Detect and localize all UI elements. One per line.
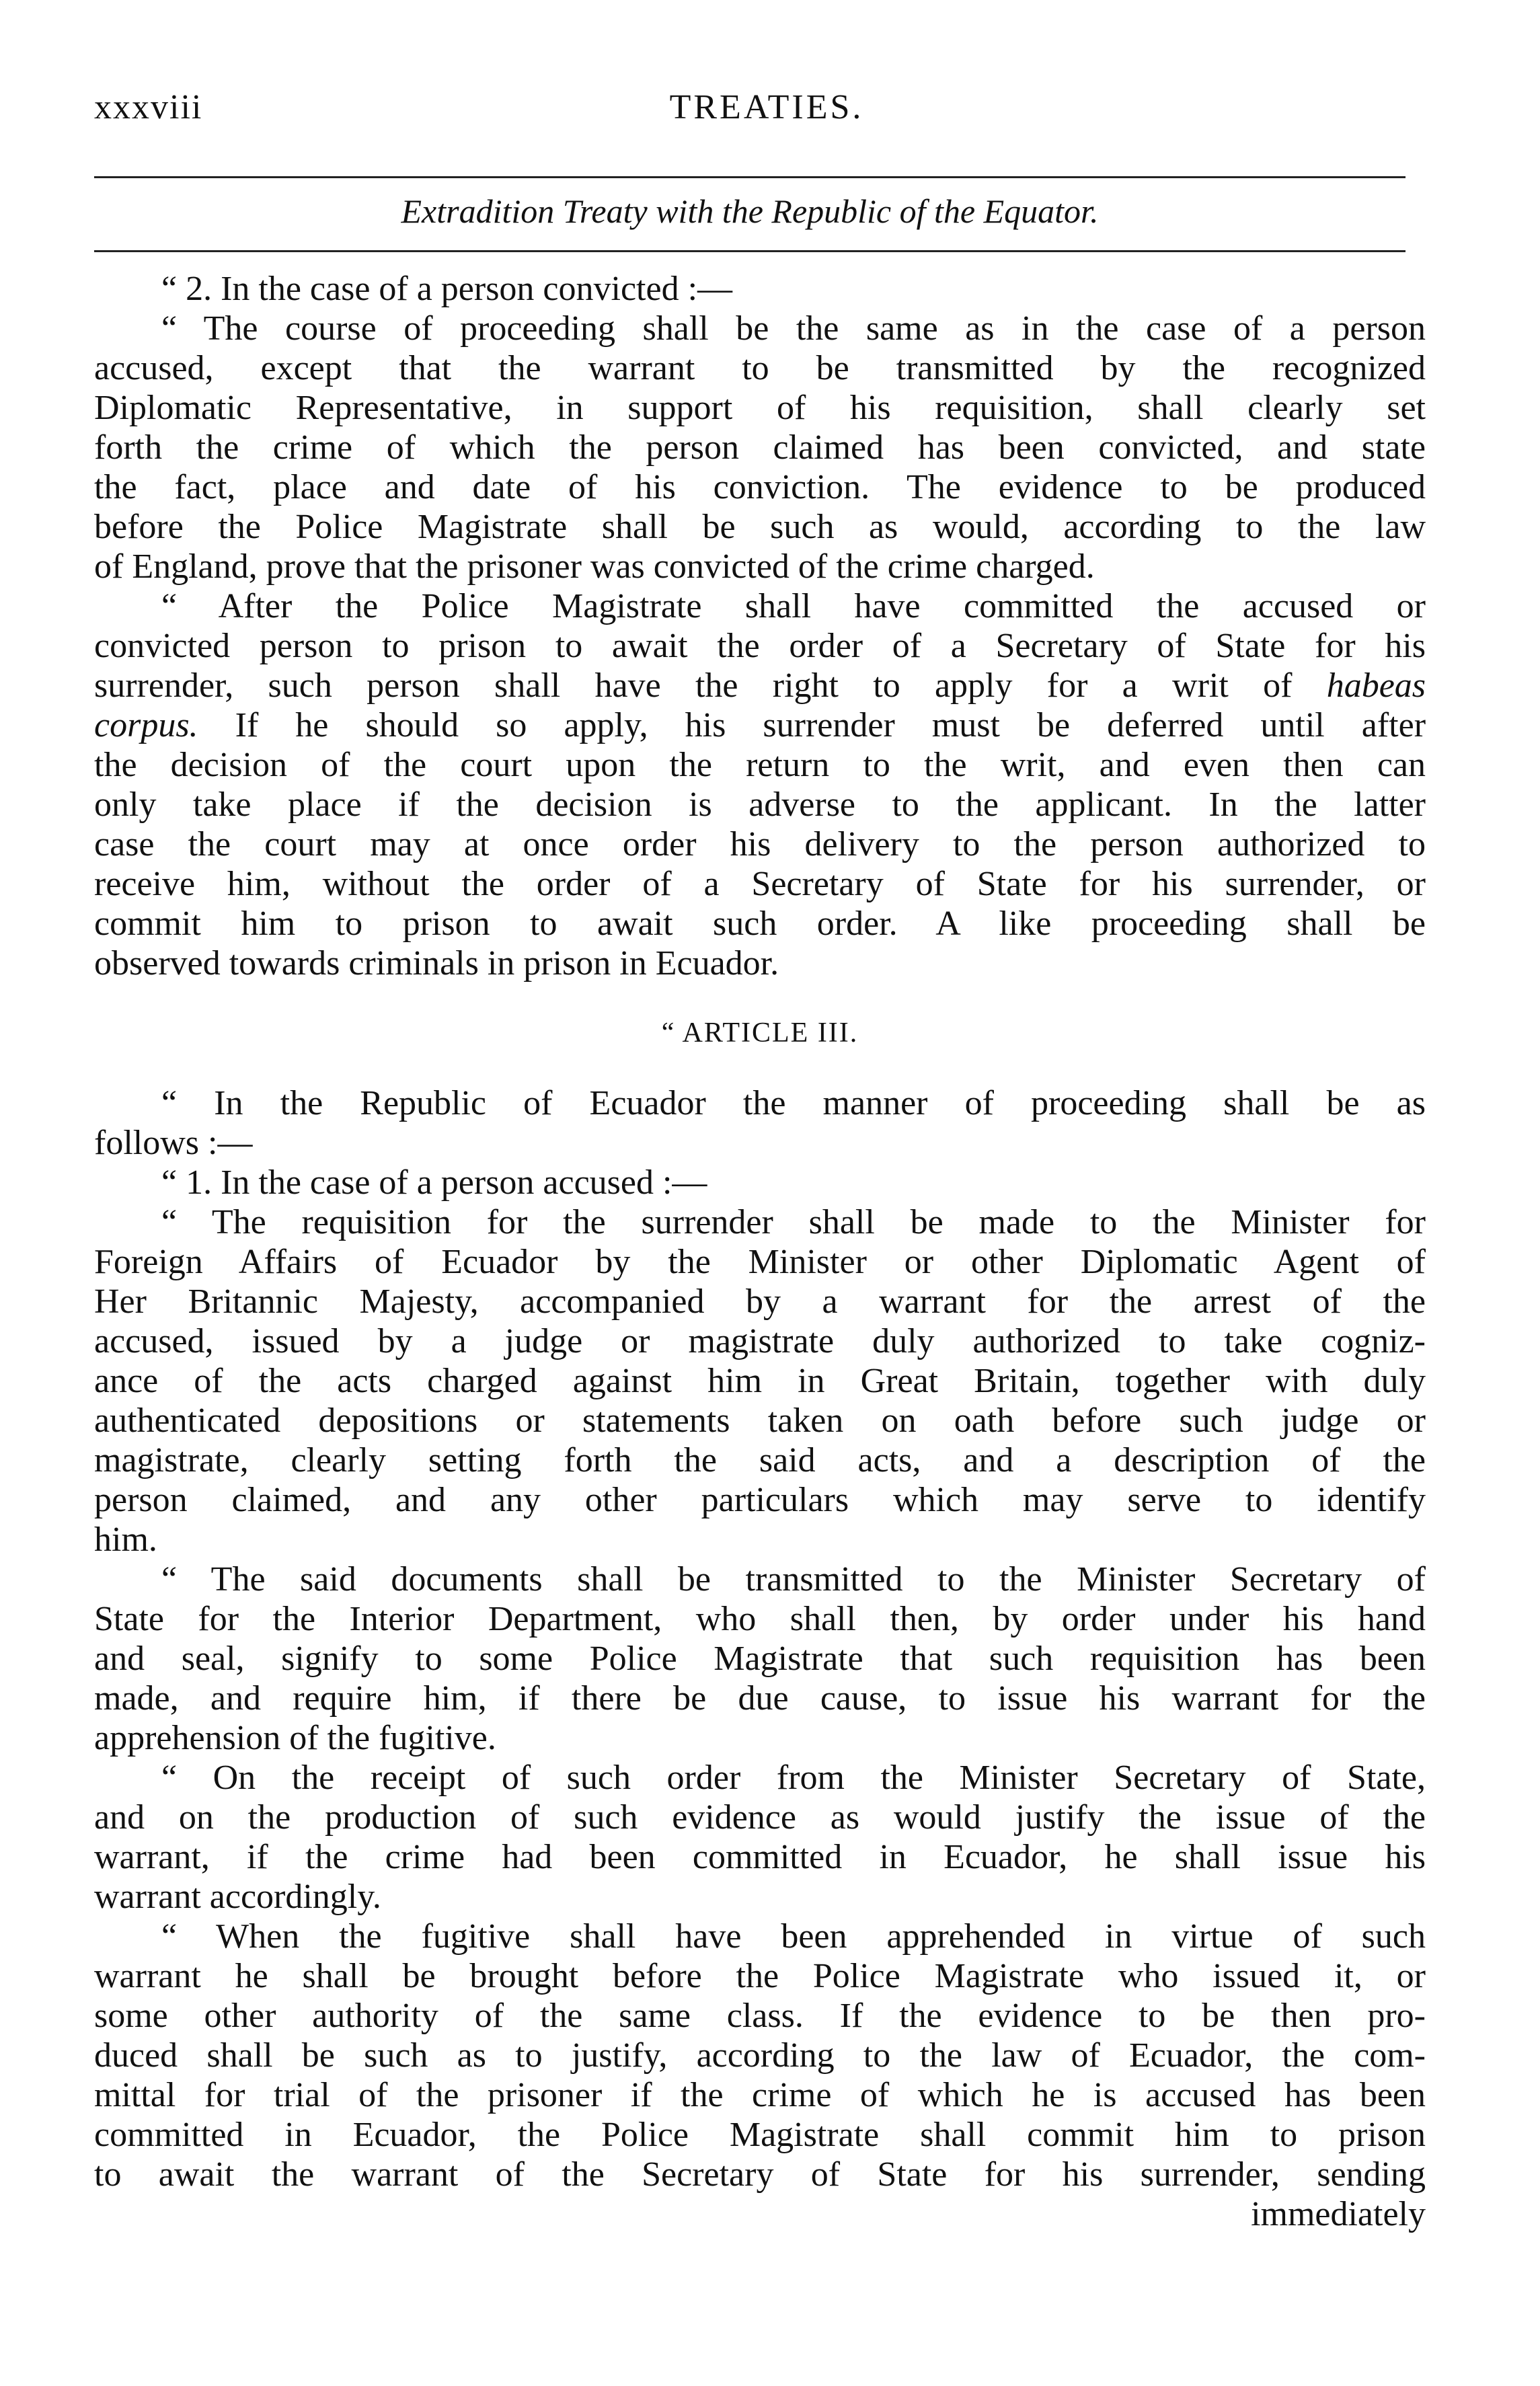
text-line: commit him to prison to await such order. A like proceeding shall be: [94, 905, 1426, 943]
text-line: “ In the Republic of Ecuador the manner of proceeding shall be as: [161, 1084, 1426, 1122]
italic-term: habeas: [1326, 666, 1426, 705]
catchword: immediately: [1251, 2195, 1426, 2233]
text-line: magistrate, clearly setting forth the said acts, and a description of the: [94, 1441, 1426, 1479]
text-line: case the court may at once order his delivery to the person authorized to: [94, 825, 1426, 863]
text-line: apprehension of the fugitive.: [94, 1719, 496, 1757]
text-segment: surrender, such person shall have the right to apply for a writ of: [94, 666, 1293, 705]
text-line: committed in Ecuador, the Police Magistrate shall commit him to prison: [94, 2116, 1426, 2154]
text-line: State for the Interior Department, who shall then, by order under his hand: [94, 1600, 1426, 1638]
text-line: accused, issued by a judge or magistrate duly authorized to take cogniz-: [94, 1322, 1426, 1360]
text-line: Her Britannic Majesty, accompanied by a warrant for the arrest of the: [94, 1282, 1426, 1321]
text-line: “ 2. In the case of a person convicted :—: [161, 270, 733, 308]
text-line: receive him, without the order of a Secretary of State for his surrender, or: [94, 865, 1426, 903]
text-line: “ The said documents shall be transmitted to the Minister Secretary of: [161, 1560, 1426, 1599]
text-line: some other authority of the same class. If the evidence to be then pro-: [94, 1997, 1426, 2035]
page-title: TREATIES.: [669, 88, 864, 126]
text-line: Diplomatic Representative, in support of his requisition, shall clearly set: [94, 389, 1426, 427]
italic-term: corpus.: [94, 706, 198, 744]
text-line: “ When the fugitive shall have been apprehended in virtue of such: [161, 1917, 1426, 1956]
text-line: person claimed, and any other particulars which may serve to identify: [94, 1481, 1426, 1519]
body-text: [94, 269, 1426, 2234]
text-line: authenticated depositions or statements taken on oath before such judge or: [94, 1401, 1426, 1440]
text-line: warrant accordingly.: [94, 1878, 381, 1916]
running-head: [94, 87, 1439, 141]
text-line: [94, 666, 1426, 705]
text-line: “ The course of proceeding shall be the same as in the case of a person: [161, 309, 1426, 348]
text-segment: If he should so apply, his surrender must be deferred until after: [235, 706, 1426, 744]
text-line: “ On the receipt of such order from the Minister Secretary of State,: [161, 1759, 1426, 1797]
text-line: mittal for trial of the prisoner if the crime of which he is accused has been: [94, 2076, 1426, 2114]
header-top-rule: [94, 176, 1406, 178]
text-line: the fact, place and date of his conviction. The evidence to be produced: [94, 468, 1426, 506]
text-line: accused, except that the warrant to be transmitted by the recognized: [94, 349, 1426, 387]
text-line: [94, 705, 1426, 745]
text-line: the decision of the court upon the return to the writ, and even then can: [94, 746, 1426, 784]
text-line: and on the production of such evidence as would justify the issue of the: [94, 1798, 1426, 1837]
section-subtitle: Extradition Treaty with the Republic of the Equator.: [401, 192, 1099, 230]
text-line: Foreign Affairs of Ecuador by the Minister or other Diplomatic Agent of: [94, 1243, 1426, 1281]
text-line: convicted person to prison to await the order of a Secretary of State for his: [94, 627, 1426, 665]
text-line: forth the crime of which the person claimed has been convicted, and state: [94, 428, 1426, 467]
text-line: follows :—: [94, 1124, 253, 1162]
article-heading: “ ARTICLE III.: [661, 1017, 859, 1048]
text-line: warrant, if the crime had been committed in Ecuador, he shall issue his: [94, 1838, 1426, 1876]
text-line: duced shall be such as to justify, according to the law of Ecuador, the com-: [94, 2036, 1426, 2075]
text-line: to await the warrant of the Secretary of State for his surrender, sending: [94, 2155, 1426, 2194]
text-line: him.: [94, 1521, 157, 1559]
text-line: “ The requisition for the surrender shall be made to the Minister for: [161, 1203, 1426, 1241]
text-line: only take place if the decision is adverse to the applicant. In the latter: [94, 785, 1426, 824]
text-line: and seal, signify to some Police Magistrate that such requisition has been: [94, 1640, 1426, 1678]
header-bottom-rule: [94, 250, 1406, 252]
text-line: observed towards criminals in prison in Ecuador.: [94, 944, 779, 983]
text-line: before the Police Magistrate shall be such as would, according to the law: [94, 508, 1426, 546]
text-line: “ After the Police Magistrate shall have committed the accused or: [161, 587, 1426, 625]
text-line: warrant he shall be brought before the Police Magistrate who issued it, or: [94, 1957, 1426, 1995]
text-line: ance of the acts charged against him in Great Britain, together with duly: [94, 1362, 1426, 1400]
page-number: xxxviii: [94, 88, 203, 126]
text-line: of England, prove that the prisoner was convicted of the crime charged.: [94, 547, 1095, 586]
text-line: “ 1. In the case of a person accused :—: [161, 1163, 707, 1202]
text-line: made, and require him, if there be due cause, to issue his warrant for the: [94, 1679, 1426, 1718]
